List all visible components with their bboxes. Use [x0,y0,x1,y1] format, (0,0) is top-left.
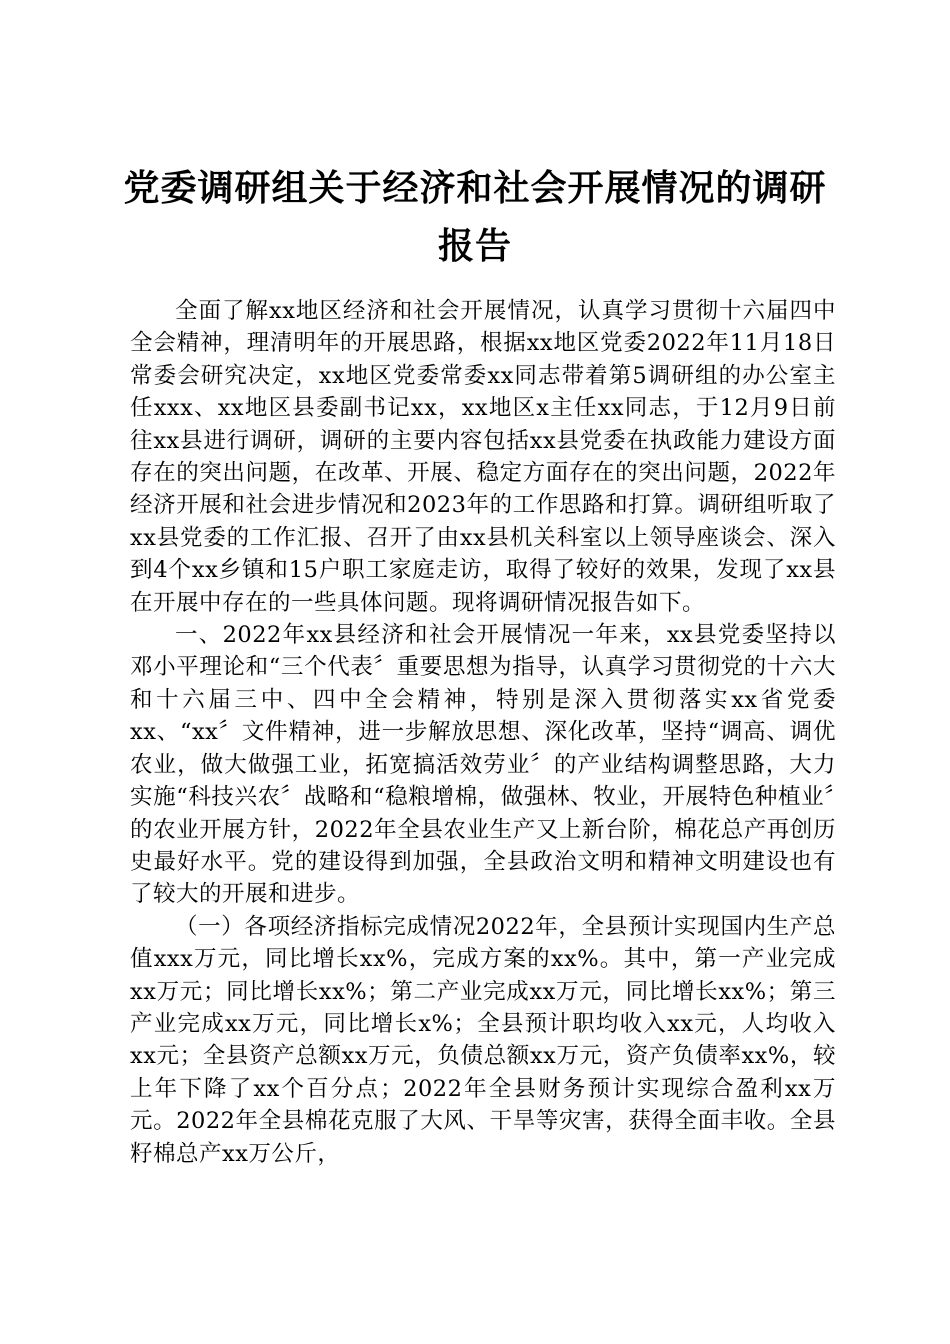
paragraph-intro: 全面了解xx地区经济和社会开展情况，认真学习贯彻十六届四中全会精神，理清明年的开展思路，根据xx地区党委2022年11月18日常委会研究决定，xx地区党委常委xx同志带着第5调研组的办公室主任xxx、xx地区县委副书记xx，xx地区x主任xx同志，于12月9日前往xx县进行调研，调研的主要内容包括xx县党委在执政能力建设方面存在的突出问题，在改革、开展、稳定方面存在的突出问题，2022年经济开展和社会进步情况和2023年的工作思路和打算。调研组听取了xx县党委的工作汇报、召开了由xx县机关科室以上领导座谈会、深入到4个xx乡镇和15户职工家庭走访，取得了较好的效果，发现了xx县在开展中存在的一些具体问题。现将调研情况报告如下。 [130,298,836,616]
paragraph-economic-indicators: （一）各项经济指标完成情况2022年，全县预计实现国内生产总值xxx万元，同比增长xx%，完成方案的xx%。其中，第一产业完成xx万元；同比增长xx%；第二产业完成xx万元，同比增长xx%；第三产业完成xx万元，同比增长x%；全县预计职均收入xx元，人均收入xx元；全县资产总额xx万元，负债总额xx万元，资产负债率xx%，较上年下降了xx个百分点；2022年全县财务预计实现综合盈利xx万元。2022年全县棉花克服了大风、干旱等灾害，获得全面丰收。全县籽棉总产xx万公斤， [130,913,836,1167]
document-body [130,295,836,1170]
document-title: 党委调研组关于经济和社会开展情况的调研报告 [123,168,827,267]
paragraph-section-one: 一、2022年xx县经济和社会开展情况一年来，xx县党委坚持以邓小平理论和“三个代表〞重要思想为指导，认真学习贯彻党的十六大和十六届三中、四中全会精神，特别是深入贯彻落实xx省党委xx、“xx〞文件精神，进一步解放思想、深化改革，坚持“调高、调优农业，做大做强工业，拓宽搞活效劳业〞的产业结构调整思路，大力实施“科技兴农〞战略和“稳粮增棉，做强林、牧业，开展特色种植业〞的农业开展方针，2022年全县农业生产又上新台阶，棉花总产再创历史最好水平。党的建设得到加强，全县政治文明和精神文明建设也有了较大的开展和进步。 [130,622,836,908]
